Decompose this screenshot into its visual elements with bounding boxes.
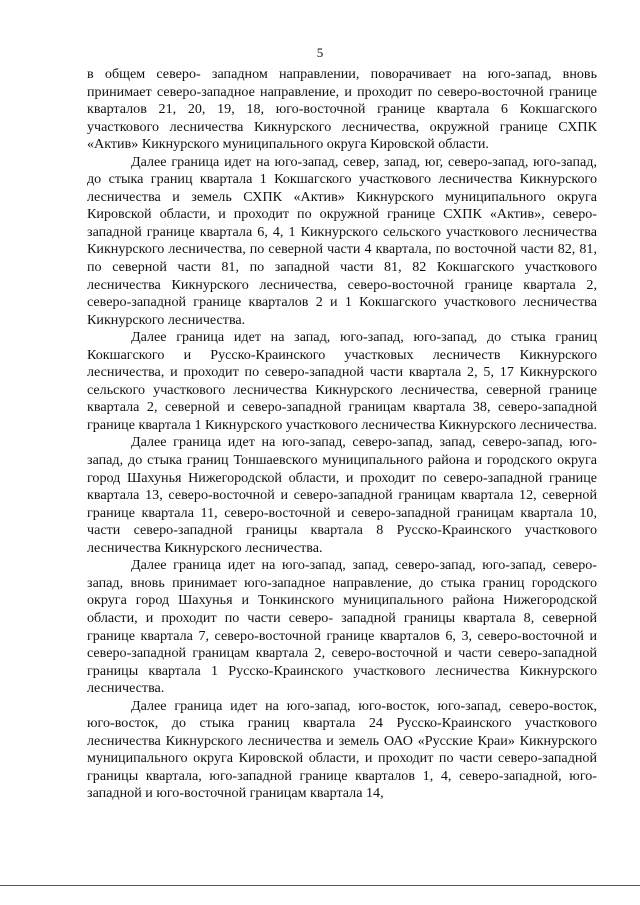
document-body bbox=[87, 66, 597, 803]
paragraph: Далее граница идет на юго-запад, юго-восток, юго-запад, северо-восток, юго-восток, до стыка границ квартала 24 Русско-Краинского участкового лесничества Кикнурского лесничества и земель ОАО «Русские Краи» Кикнурского муниципального округа Кировской области, и проходит по части северо-западной границы квартала, юго-западной границе кварталов 1, 4, северо-западной, юго-западной и юго-восточной границам квартала 14, bbox=[87, 697, 597, 802]
paragraph: Далее граница идет на юго-запад, северо-запад, запад, северо-запад, юго-запад, до стыка границ Тоншаевского муниципального района и городского округа город Шахунья Нижегородской области, и проходит по северо-западной границе квартала 13, северо-восточной и северо-западной границам квартала 12, северной границе квартала 11, северо-восточной и северо-западной границам квартала 10, части северо-западной границы квартала 8 Русско-Краинского участкового лесничества Кикнурского лесничества. bbox=[87, 434, 597, 556]
paragraph: в общем северо- западном направлении, поворачивает на юго-запад, вновь принимает северо-западное направление, и проходит по северо-восточной границе кварталов 21, 20, 19, 18, юго-восточной границе квартала 6 Кокшагского участкового лесничества Кикнурского лесничества, окружной границе СХПК «Актив» Кикнурского муниципального округа Кировской области. bbox=[87, 66, 597, 153]
paragraph: Далее граница идет на юго-запад, запад, северо-запад, юго-запад, северо-запад, вновь принимает юго-западное направление, до стыка границ городского округа город Шахунья и Тонкинского муниципального района Нижегородской области, и проходит по части северо- западной границы квартала 8, северной границе квартала 7, северо-восточной границе кварталов 6, 3, северо-восточной и северо-западной границам квартала 2, северо-восточной и части северо-западной границы квартала 1 Русско-Краинского участкового лесничества Кикнурского лесничества. bbox=[87, 557, 597, 697]
paragraph: Далее граница идет на юго-запад, север, запад, юг, северо-запад, юго-запад, до стыка границ квартала 1 Кокшагского участкового лесничества Кикнурского лесничества и земель СХПК «Актив» Кикнурского муниципального округа Кировской области, и проходит по окружной границе СХПК «Актив», северо-западной границе квартала 6, 4, 1 Кикнурского сельского участкового лесничества Кикнурского лесничества, по северной части 4 квартала, по восточной части 82, 81, по северной части 81, по западной части 81, 82 Кокшагского участкового лесничества Кикнурского лесничества, северо-восточной границе квартала 2, северо-западной границе кварталов 2 и 1 Кокшагского участкового лесничества Кикнурского лесничества. bbox=[87, 153, 597, 328]
footer-divider bbox=[0, 885, 640, 886]
page-number: 5 bbox=[316, 45, 324, 60]
paragraph: Далее граница идет на запад, юго-запад, юго-запад, до стыка границ Кокшагского и Русско-Краинского участковых лесничеств Кикнурского лесничества, и проходит по северо-западной части квартала 2, 5, 17 Кикнурского сельского участкового лесничества Кикнурского лесничества, северной границе квартала 2, северной и северо-западной границам квартала 38, северо-западной границе квартала 1 Кикнурского участкового лесничества Кикнурского лесничества. bbox=[87, 329, 597, 433]
